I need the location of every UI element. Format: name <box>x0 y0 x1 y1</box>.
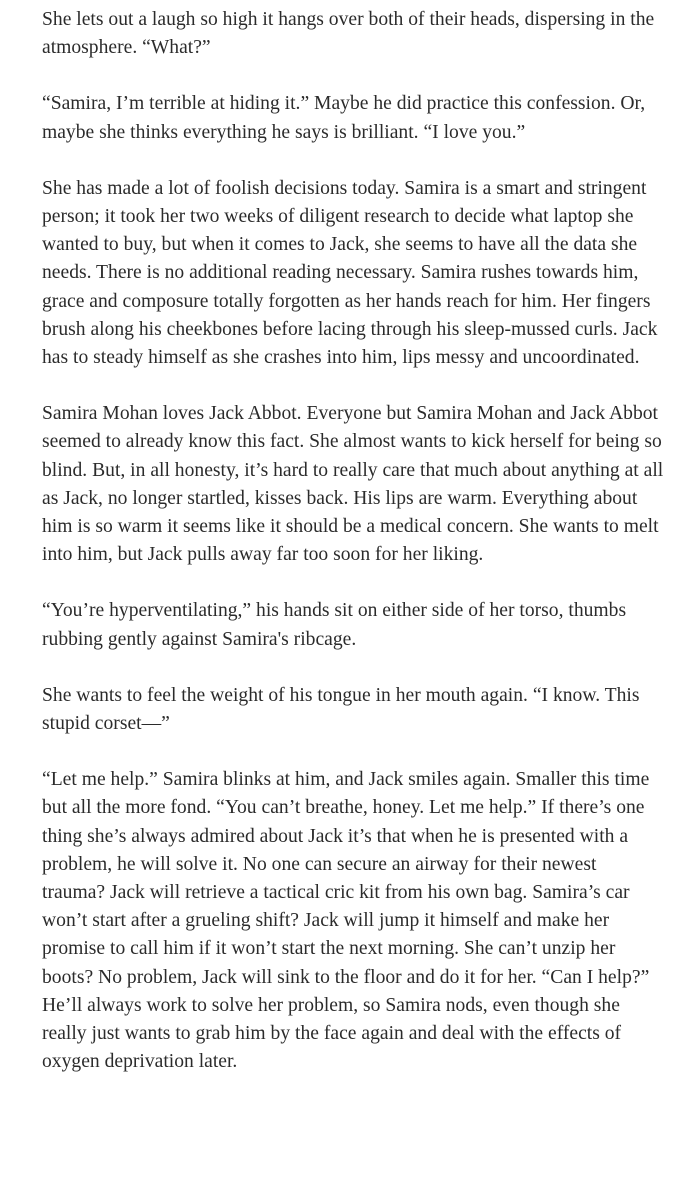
paragraph-3: She has made a lot of foolish decisions today. Samira is a smart and stringent person; it took her two weeks of diligent research to decide what laptop she wanted to buy, but when it comes to Jack, she seems to have all the data she needs. There is no additional reading necessary. Samira rushes towards him, grace and composure totally forgotten as her hands reach for him. Her fingers brush along his cheekbones before lacing through his sleep-mussed curls. Jack has to steady himself as she crashes into him, lips messy and uncoordinated. <box>42 177 658 369</box>
paragraph-2: “Samira, I’m terrible at hiding it.” Maybe he did practice this confession. Or, maybe she thinks everything he says is brilliant. “I love you.” <box>42 93 646 143</box>
paragraph-5: “You’re hyperventilating,” his hands sit on either side of her torso, thumbs rubbing gently against Samira's ribcage. <box>42 600 627 650</box>
paragraph-7: “Let me help.” Samira blinks at him, and Jack smiles again. Smaller this time but all the more fond. “You can’t breathe, honey. Let me help.” If there’s one thing she’s always admired about Jack it’s that when he is presented with a problem, he will solve it. No one can secure an airway for their newest trauma? Jack will retrieve a tactical cric kit from his own bag. Samira’s car won’t start after a grueling shift? Jack will jump it himself and make her promise to call him if it won’t start the next morning. She can’t unzip her boots? No problem, Jack will sink to the floor and do it for her. “Can I help?” He’ll always work to solve her problem, so Samira nods, even though she really just wants to grab him by the face again and deal with the effects of oxygen deprivation later. <box>42 769 650 1073</box>
paragraph-6: She wants to feel the weight of his tongue in her mouth again. “I know. This stupid corset—” <box>42 684 640 735</box>
paragraph-4: Samira Mohan loves Jack Abbot. Everyone but Samira Mohan and Jack Abbot seemed to already know this fact. She almost wants to kick herself for being so blind. But, in all honesty, it’s hard to really care that much about anything at all as Jack, no longer startled, kisses back. His lips are warm. Everything about him is so warm it seems like it should be a medical concern. She wants to melt into him, but Jack pulls away far too soon for her liking. <box>42 403 664 566</box>
paragraph-1: She lets out a laugh so high it hangs over both of their heads, dispersing in the atmosphere. “What?” <box>42 9 655 59</box>
